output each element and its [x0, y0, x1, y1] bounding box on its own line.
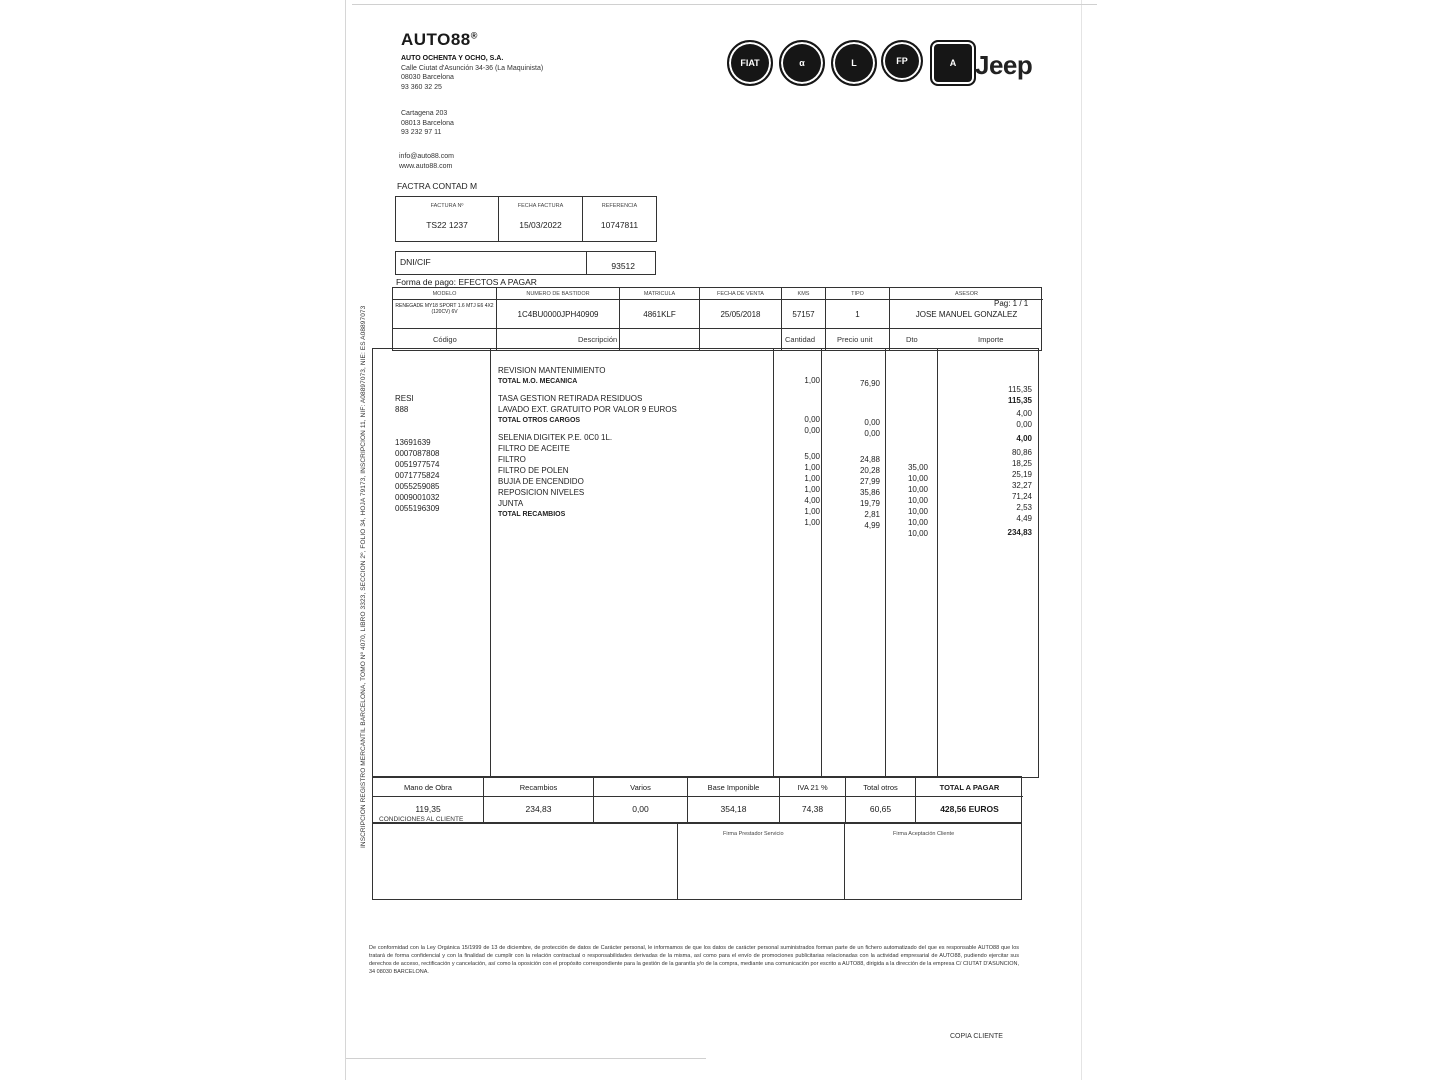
fecha-cell: FECHA FACTURA 15/03/2022: [498, 197, 582, 241]
amounts-column: 115,35 115,35 4,00 0,00 4,00 80,86 18,25 25,19 32,27 71,24 2,53 4,49 234,83: [986, 384, 1032, 538]
code-resi: RESI: [395, 394, 414, 403]
fiat-logo-icon: FIAT: [727, 40, 773, 86]
totals-table: Mano de Obra 119,35 Recambios 234,83 Varios 0,00 Base Imponible 354,18 IVA 21 % 74,38 Total otros 60,65 TOTAL A PAGAR 428,56 EUROS: [372, 776, 1022, 824]
abarth-logo-icon: A: [930, 40, 976, 86]
invoice-reference: 10747811: [600, 220, 639, 230]
invoice-number: TS22 1237: [426, 220, 468, 230]
code-row: 0009001032: [395, 493, 440, 502]
invoice-header-box: [395, 196, 657, 242]
page-edge-top: [352, 4, 1097, 5]
desc-row: SELENIA DIGITEK P.E. 0C0 1L.: [498, 433, 613, 442]
desc-row: TASA GESTION RETIRADA RESIDUOS: [498, 394, 643, 403]
vehicle-plate: 4861KLF: [643, 310, 676, 319]
company-address-block-2: [401, 109, 454, 138]
col-cantidad: Cantidad: [785, 335, 816, 344]
company-web: www.auto88.com: [399, 162, 453, 170]
desc-row: FILTRO: [498, 455, 526, 464]
copy-label: COPIA CLIENTE: [950, 1033, 1003, 1040]
descriptions-column: [498, 365, 677, 520]
page-edge-bottom: [346, 1058, 706, 1059]
company-city-2: 08013 Barcelona: [401, 119, 454, 127]
registry-note: INSCRIPCION REGISTRO MERCANTIL BARCELONA, TOMO Nº 4070, LIBRO 3323, SECCION 2º, FOLIO 34, HOJA 79173, INSCRIPCION 11, NIF: A08897073, NIE: ES A08897073: [360, 305, 367, 848]
company-phone-2: 93 232 97 11: [401, 129, 442, 136]
invoice-type-title: FACTRA CONTAD M: [397, 181, 478, 191]
company-address-2: Cartagena 203: [401, 110, 448, 117]
vehicle-table: MODELO RENEGADE MY18 SPORT 1.6 MTJ E6 4X2 (120CV) 6V NUMERO DE BASTIDOR 1C4BU0000JPH40909 MATRICULA 4861KLF FECHA DE VENTA 25/05/2018 KMS 57157 TIPO 1 ASESOR JOSE MANUEL GONZALEZ Código Descripción Cantidad Precio unit Dto Importe: [392, 287, 1042, 351]
total-recambios: 234,83: [525, 804, 552, 814]
jeep-logo: Jeep: [975, 50, 1033, 80]
company-contact: [399, 152, 454, 171]
col-dto: Dto: [906, 335, 918, 344]
company-address-block: [401, 54, 543, 92]
code-888: 888: [395, 405, 409, 414]
total-otros: 60,65: [869, 804, 892, 814]
vehicle-model: RENEGADE MY18 SPORT 1.6 MTJ E6 4X2 (120CV) 6V: [395, 303, 494, 315]
company-city-1: 08030 Barcelona: [401, 74, 454, 81]
cif-label: DNI/CIF: [400, 257, 431, 267]
discounts-column: 35,00 10,00 10,00 10,00 10,00 10,00 10,00: [907, 463, 928, 538]
total-otros-value: 4,00: [1016, 434, 1032, 443]
fiat-professional-logo-icon: FP: [881, 40, 923, 82]
base-imponible: 354,18: [720, 804, 747, 814]
total-otros-label: TOTAL OTROS CARGOS: [498, 417, 581, 424]
page-number: Pag: 1 / 1: [994, 299, 1029, 308]
code-row: 0055259085: [395, 482, 440, 491]
firma-cliente-label: Firma Aceptación Cliente: [893, 831, 955, 837]
payment-method: Forma de pago: EFECTOS A PAGAR: [396, 277, 537, 287]
desc-row: JUNTA: [498, 499, 524, 508]
col-importe: Importe: [978, 335, 1004, 344]
cif-value: 93512: [611, 261, 635, 271]
vehicle-type: 1: [855, 310, 860, 319]
invoice-date: 15/03/2022: [519, 220, 562, 230]
legal-notice: De conformidad con la Ley Orgánica 15/1999 de 13 de diciembre, de protección de datos de Carácter personal, le informamos de que los datos de carácter personal suministrados forman parte de un fichero automatizado del que es responsable AUTO88 que los tratará de forma confidencial y con la finalidad de cumplir con la relación contractual o responsabilidades derivadas de la misma, así como para el envío de promociones publicitarias relacionadas con la actividad empresarial de AUTO88, pudiendo ejercitar sus derechos de acceso, rectificación y cancelación, así como la oposición con el propósito correspondiente para la gestión de la garantía y/o de la compra, mediante una comunicación por escrito a AUTO88, dirigida a la dirección de la empresa C/ CIUTAT D'ASUNCION, 34 08030 BARCELONA.: [369, 945, 1019, 975]
code-row: 0007087808: [395, 449, 440, 458]
col-descripcion: Descripción: [578, 335, 618, 344]
brand-logos: [727, 40, 1057, 90]
conditions-link: CONDICIONES AL CLIENTE: [379, 816, 464, 823]
signature-box: [372, 822, 1022, 900]
total-varios: 0,00: [632, 804, 649, 814]
total-mo-label: TOTAL M.O. MECANICA: [498, 378, 578, 385]
total-mo-value: 115,35: [1007, 396, 1032, 405]
company-brand: AUTO88®: [401, 30, 478, 49]
code-row: 0071775824: [395, 471, 440, 480]
col-precio: Precio unit: [837, 335, 873, 344]
codes-column: [395, 393, 440, 514]
vehicle-advisor: JOSE MANUEL GONZALEZ: [915, 310, 1018, 319]
col-codigo: Código: [433, 335, 457, 344]
company-name: AUTO OCHENTA Y OCHO, S.A.: [401, 55, 504, 62]
line-items-table: [372, 348, 1039, 778]
vehicle-kms: 57157: [792, 310, 815, 319]
cif-box: [395, 251, 656, 275]
iva: 74,38: [801, 804, 824, 814]
company-address-1: Calle Ciutat d'Asunción 34-36 (La Maquinista): [401, 64, 544, 72]
factura-cell: FACTURA Nº TS22 1237: [396, 197, 498, 241]
total-mano-obra: 119,35: [415, 804, 441, 814]
total-a-pagar: 428,56 EUROS: [940, 804, 999, 814]
code-row: 0055196309: [395, 504, 440, 513]
company-email: info@auto88.com: [399, 153, 454, 160]
desc-row: FILTRO DE ACEITE: [498, 444, 570, 453]
desc-row: REVISION MANTENIMIENTO: [498, 366, 606, 375]
vehicle-sale-date: 25/05/2018: [720, 310, 761, 319]
code-row: 13691639: [395, 438, 431, 447]
lancia-logo-icon: L: [831, 40, 877, 86]
vehicle-vin: 1C4BU0000JPH40909: [517, 310, 599, 319]
desc-row: REPOSICION NIVELES: [498, 488, 585, 497]
referencia-cell: REFERENCIA 10747811: [582, 197, 656, 241]
total-recambios-label: TOTAL RECAMBIOS: [498, 511, 566, 518]
alfa-romeo-logo-icon: α: [779, 40, 825, 86]
quantities-column: 1,00 0,00 0,00 5,00 1,00 1,00 1,00 4,00 1,00 1,00: [804, 376, 820, 527]
company-phone-1: 93 360 32 25: [401, 83, 442, 91]
code-row: 0051977574: [395, 460, 440, 469]
desc-row: FILTRO DE POLEN: [498, 466, 569, 475]
firma-prestador-label: Firma Prestador Servicio: [723, 831, 784, 837]
desc-row: BUJIA DE ENCENDIDO: [498, 477, 584, 486]
desc-row: LAVADO EXT. GRATUITO POR VALOR 9 EUROS: [498, 405, 677, 414]
prices-column: 76,90 0,00 0,00 24,88 20,28 27,99 35,86 19,79 2,81 4,99: [859, 379, 880, 530]
total-recambios-value: 234,83: [1007, 528, 1032, 537]
